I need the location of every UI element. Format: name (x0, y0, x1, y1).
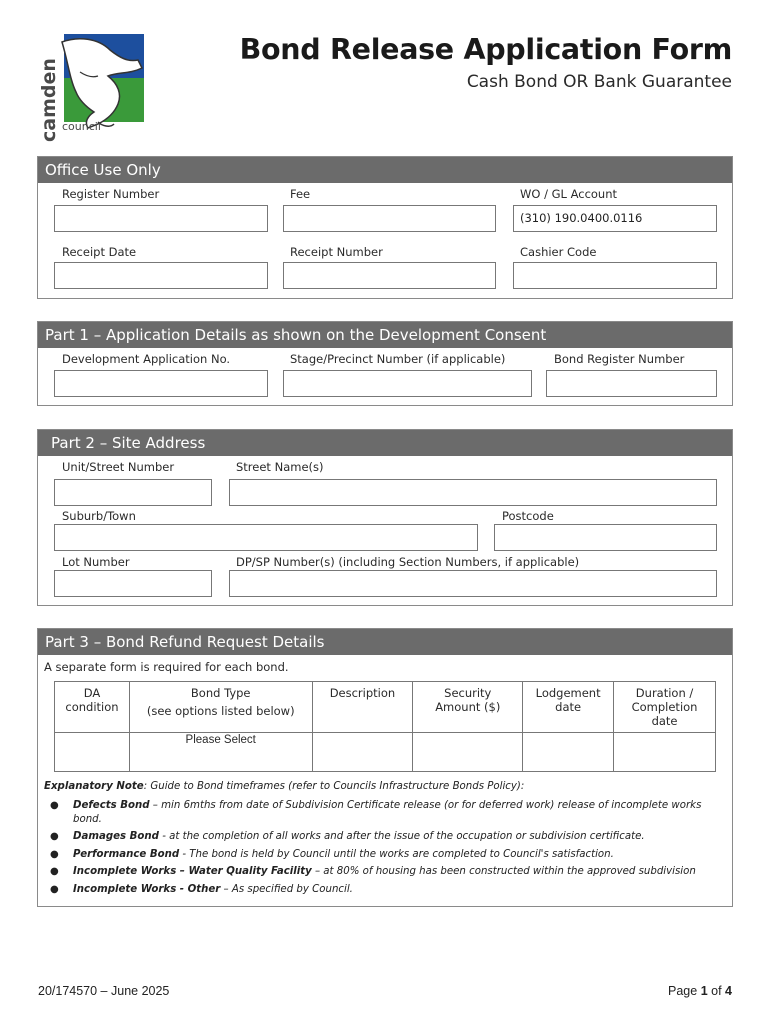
postcode-label: Postcode (502, 509, 554, 523)
col-bond-type: Bond Type (see options listed below) (129, 682, 312, 733)
camden-council-logo (38, 32, 148, 142)
description-cell[interactable] (312, 733, 413, 772)
col-security-amount: Security Amount ($) (413, 682, 523, 733)
lot-number-label: Lot Number (62, 555, 130, 569)
bond-type-select[interactable]: Please Select (129, 733, 312, 772)
receipt-date-field[interactable] (54, 262, 268, 289)
cashier-code-label: Cashier Code (520, 245, 597, 259)
register-number-label: Register Number (62, 187, 160, 201)
list-item: ● Damages Bond - at the completion of all works and after the issue of the occupation or subdivision certificate. (50, 831, 645, 842)
receipt-number-field[interactable] (283, 262, 496, 289)
suburb-town-label: Suburb/Town (62, 509, 136, 523)
da-condition-cell[interactable] (55, 733, 130, 772)
logo-council-text: council (62, 120, 101, 133)
duration-cell[interactable] (614, 733, 716, 772)
dp-sp-number-field[interactable] (229, 570, 717, 597)
part2-heading: Part 2 – Site Address (38, 430, 732, 456)
list-item: ● Incomplete Works - Other – As specified by Council. (50, 883, 353, 895)
table-header-row (55, 682, 716, 733)
explanatory-note: Explanatory Note: Guide to Bond timeframes (refer to Councils Infrastructure Bonds Policy): (44, 781, 525, 792)
postcode-field[interactable] (494, 524, 717, 551)
cashier-code-field[interactable] (513, 262, 717, 289)
part2-section (37, 429, 733, 606)
page-title: Bond Release Application Form (239, 33, 732, 66)
wo-gl-account-field[interactable]: (310) 190.0400.0116 (513, 205, 717, 232)
register-number-field[interactable] (54, 205, 268, 232)
part3-section (37, 628, 733, 907)
street-name-label: Street Name(s) (236, 460, 324, 474)
part1-section (37, 321, 733, 406)
col-lodgement-date: Lodgement date (523, 682, 614, 733)
col-da-condition: DA condition (55, 682, 130, 733)
part1-heading: Part 1 – Application Details as shown on the Development Consent (38, 322, 732, 348)
office-use-heading: Office Use Only (38, 157, 732, 183)
lot-number-field[interactable] (54, 570, 212, 597)
lodgement-date-cell[interactable] (523, 733, 614, 772)
list-item: ● Defects Bond – min 6mths from date of Subdivision Certificate release (or for deferred work) release of incomplete works bond. (50, 800, 702, 825)
unit-street-number-label: Unit/Street Number (62, 460, 175, 474)
security-amount-cell[interactable] (413, 733, 523, 772)
bond-register-field[interactable] (546, 370, 717, 397)
document-reference: 20/174570 – June 2025 (38, 984, 170, 998)
bond-timeframes-list (46, 799, 728, 900)
page-number: Page 1 of 4 (668, 984, 732, 998)
fee-label: Fee (290, 187, 311, 201)
col-description: Description (312, 682, 413, 733)
da-number-field[interactable] (54, 370, 268, 397)
col-duration: Duration / Completion date (614, 682, 716, 733)
platypus-logo-icon (58, 32, 148, 132)
logo-wordmark: camden (38, 58, 60, 142)
fee-field[interactable] (283, 205, 496, 232)
receipt-number-label: Receipt Number (290, 245, 383, 259)
table-row (55, 733, 716, 772)
street-name-field[interactable] (229, 479, 717, 506)
bond-register-label: Bond Register Number (554, 352, 685, 366)
receipt-date-label: Receipt Date (62, 245, 137, 259)
stage-precinct-label: Stage/Precinct Number (if applicable) (290, 352, 506, 366)
part3-heading: Part 3 – Bond Refund Request Details (38, 629, 732, 655)
list-item: ● Incomplete Works – Water Quality Facility – at 80% of housing has been constructed within the approved subdivision (50, 866, 696, 877)
wo-gl-account-label: WO / GL Account (520, 187, 618, 201)
suburb-town-field[interactable] (54, 524, 478, 551)
office-use-section (37, 156, 733, 299)
part3-intro: A separate form is required for each bond. (44, 660, 289, 674)
da-number-label: Development Application No. (62, 352, 231, 366)
unit-street-number-field[interactable] (54, 479, 212, 506)
page-subtitle: Cash Bond OR Bank Guarantee (466, 72, 732, 92)
dp-sp-number-label: DP/SP Number(s) (including Section Numbers, if applicable) (236, 555, 580, 569)
list-item: ● Performance Bond - The bond is held by Council until the works are completed to Council's satisfaction. (50, 848, 614, 860)
bond-details-table (54, 681, 716, 772)
stage-precinct-field[interactable] (283, 370, 532, 397)
